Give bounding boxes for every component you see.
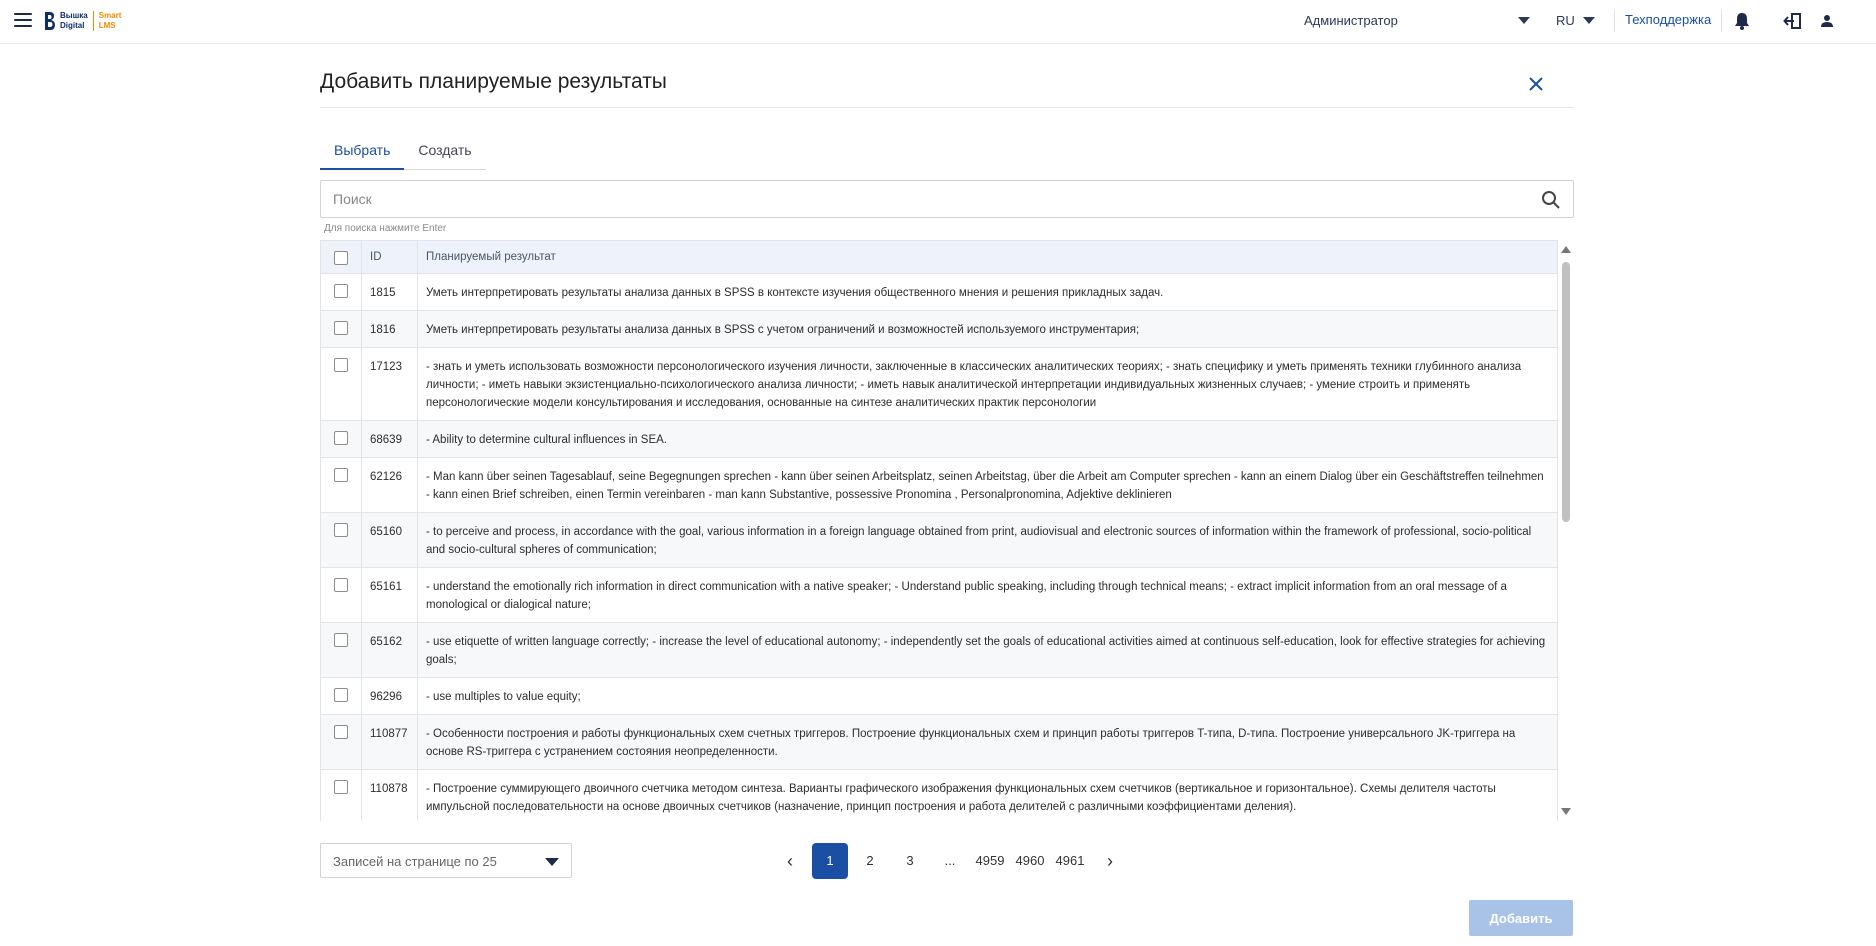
logo-line2: Digital — [60, 21, 85, 30]
result-column-header[interactable]: Планируемый результат — [418, 241, 1558, 274]
table-row[interactable] — [321, 348, 1558, 421]
row-id: 17123 — [362, 348, 418, 421]
row-id: 1816 — [362, 311, 418, 348]
logo-product — [99, 11, 122, 31]
row-checkbox[interactable] — [334, 633, 348, 647]
row-checkbox-cell — [321, 513, 362, 568]
add-button[interactable]: Добавить — [1469, 900, 1573, 936]
id-column-header[interactable]: ID — [362, 241, 418, 274]
divider — [1721, 10, 1722, 32]
row-checkbox[interactable] — [334, 688, 348, 702]
table-row[interactable] — [321, 623, 1558, 678]
table-row[interactable] — [321, 458, 1558, 513]
page-ellipsis: ... — [944, 853, 956, 868]
row-checkbox-cell — [321, 274, 362, 311]
tabs — [320, 138, 486, 170]
scroll-up-icon[interactable] — [1561, 246, 1571, 253]
per-page-label: Записей на странице по 25 — [333, 854, 497, 869]
table-row[interactable] — [321, 715, 1558, 770]
scroll-down-icon[interactable] — [1561, 808, 1571, 815]
user-icon[interactable] — [1817, 11, 1837, 31]
logo-product1: Smart — [98, 11, 122, 20]
role-selector[interactable]: Администратор — [1304, 13, 1398, 28]
page-4961[interactable]: 4961 — [1055, 853, 1085, 868]
page-title: Добавить планируемые результаты — [320, 60, 1574, 108]
menu-icon[interactable] — [14, 13, 32, 27]
row-checkbox[interactable] — [334, 725, 348, 739]
row-id: 1815 — [362, 274, 418, 311]
row-id: 65162 — [362, 623, 418, 678]
row-text: - to perceive and process, in accordance with the goal, various information in a foreign language obtained from print, audiovisual and electronic sources of information within the framework of professional, socio-political and socio-cultural spheres of communication; — [418, 513, 1558, 568]
page-4959[interactable]: 4959 — [975, 853, 1005, 868]
row-id: 110877 — [362, 715, 418, 770]
table-row[interactable] — [321, 568, 1558, 623]
tab-create[interactable]: Создать — [418, 142, 472, 158]
table-scrollbar[interactable] — [1560, 246, 1572, 815]
close-icon[interactable] — [1526, 74, 1546, 94]
table-header-row — [321, 241, 1558, 274]
row-text: - use multiples to value equity; — [418, 678, 1558, 715]
row-id: 65161 — [362, 568, 418, 623]
support-link[interactable]: Техподдержка — [1625, 12, 1712, 27]
select-all-checkbox[interactable] — [334, 251, 348, 265]
logo[interactable] — [44, 9, 121, 33]
table-row[interactable] — [321, 421, 1558, 458]
logout-icon[interactable] — [1783, 11, 1803, 31]
row-checkbox-cell — [321, 568, 362, 623]
table-row[interactable] — [321, 274, 1558, 311]
search-hint: Для поиска нажмите Enter — [324, 223, 447, 234]
row-checkbox[interactable] — [334, 358, 348, 372]
table-row[interactable] — [321, 311, 1558, 348]
row-text: - знать и уметь использовать возможности персонологического изучения личности, заключенные в классических аналитических теориях; - знать специфику и уметь применять техники глубинного анализа личности; - иметь навыки экзистенциально-психологического анализа личности; - иметь навык аналитической интерпретации индивидуальных жизненных случаев; - умение строить и применять персонологические модели консультирования и исследования, основанные на синтезе аналитических практик персонологии — [418, 348, 1558, 421]
row-text: - Ability to determine cultural influences in SEA. — [418, 421, 1558, 458]
table-row[interactable] — [321, 770, 1558, 822]
language-selector[interactable]: RU — [1556, 13, 1575, 28]
row-text: Уметь интерпретировать результаты анализа данных в SPSS в контексте изучения общественного мнения и решения прикладных задач. — [418, 274, 1558, 311]
search-icon[interactable] — [1541, 190, 1561, 210]
page-3[interactable]: 3 — [906, 853, 914, 868]
row-id: 96296 — [362, 678, 418, 715]
row-checkbox-cell — [321, 623, 362, 678]
row-text: - Man kann über seinen Tagesablauf, seine Begegnungen sprechen - kann über seinen Arbeitsplatz, seinen Arbeitstag, über die Arbeit am Computer sprechen - kann an einem Dialog über ein Geschäftstreffen teilnehmen - kann einen Brief schreiben, einen Termin vereinbaren - man kann Substantive, possessive Pronomina , Personalpronomina, Adjektive deklinieren — [418, 458, 1558, 513]
search-box — [320, 180, 1574, 218]
chevron-down-icon[interactable] — [1518, 17, 1530, 24]
logo-separator — [93, 11, 94, 31]
row-checkbox[interactable] — [334, 578, 348, 592]
top-bar — [0, 0, 1876, 44]
row-checkbox[interactable] — [334, 321, 348, 335]
next-page-button[interactable]: › — [1107, 851, 1113, 871]
logo-mark-icon — [44, 11, 56, 31]
logo-product2: LMS — [98, 21, 116, 30]
logo-line1: Вышка — [60, 11, 88, 20]
page-2[interactable]: 2 — [866, 853, 874, 868]
tab-select[interactable]: Выбрать — [320, 138, 404, 170]
page-4960[interactable]: 4960 — [1015, 853, 1045, 868]
add-results-dialog — [320, 60, 1574, 108]
logo-text — [60, 11, 88, 31]
prev-page-button[interactable]: ‹ — [787, 851, 793, 871]
row-text: - understand the emotionally rich information in direct communication with a native speaker; - Understand public speaking, including through technical means; - extract implicit information from an oral message of a monological or dialogical nature; — [418, 568, 1558, 623]
results-table — [320, 240, 1574, 821]
per-page-select[interactable] — [320, 843, 572, 878]
row-checkbox[interactable] — [334, 468, 348, 482]
row-checkbox-cell — [321, 770, 362, 822]
row-checkbox-cell — [321, 678, 362, 715]
row-text: - Особенности построения и работы функциональных схем счетных триггеров. Построение функциональных схем и принцип работы триггеров T-типа, D-типа. Построение универсального JK-триггера на основе RS-триггера с устранением состояния неопределенности. — [418, 715, 1558, 770]
row-checkbox[interactable] — [334, 431, 348, 445]
select-all-cell — [321, 241, 362, 274]
row-text: - use etiquette of written language correctly; - increase the level of educational autonomy; - independently set the goals of educational activities aimed at continuous self-education, look for effective strategies for achieving goals; — [418, 623, 1558, 678]
pagination — [770, 843, 1130, 879]
row-id: 110878 — [362, 770, 418, 822]
table-row[interactable] — [321, 513, 1558, 568]
row-checkbox[interactable] — [334, 284, 348, 298]
page-1[interactable]: 1 — [812, 843, 848, 879]
row-text: - Построение суммирующего двоичного счетчика методом синтеза. Варианты графического изображения функциональных схем счетчиков (вертикальное и горизонтальное). Схемы делителя частоты импульсной последовательности на основе двоичных счетчиков (назначение, принцип построения и работа делителей с различными коэффициентами деления). — [418, 770, 1558, 822]
row-id: 62126 — [362, 458, 418, 513]
row-checkbox[interactable] — [334, 780, 348, 794]
table-row[interactable] — [321, 678, 1558, 715]
chevron-down-icon — [545, 858, 559, 866]
row-checkbox-cell — [321, 421, 362, 458]
scrollbar-thumb[interactable] — [1562, 262, 1570, 522]
divider — [1614, 10, 1615, 32]
chevron-down-icon[interactable] — [1583, 17, 1595, 24]
search-input[interactable] — [321, 181, 1511, 217]
row-checkbox-cell — [321, 715, 362, 770]
row-checkbox-cell — [321, 311, 362, 348]
row-checkbox[interactable] — [334, 523, 348, 537]
row-checkbox-cell — [321, 348, 362, 421]
row-id: 68639 — [362, 421, 418, 458]
row-text: Уметь интерпретировать результаты анализа данных в SPSS с учетом ограничений и возможностей используемого инструментария; — [418, 311, 1558, 348]
row-checkbox-cell — [321, 458, 362, 513]
bell-icon[interactable] — [1732, 11, 1752, 31]
row-id: 65160 — [362, 513, 418, 568]
